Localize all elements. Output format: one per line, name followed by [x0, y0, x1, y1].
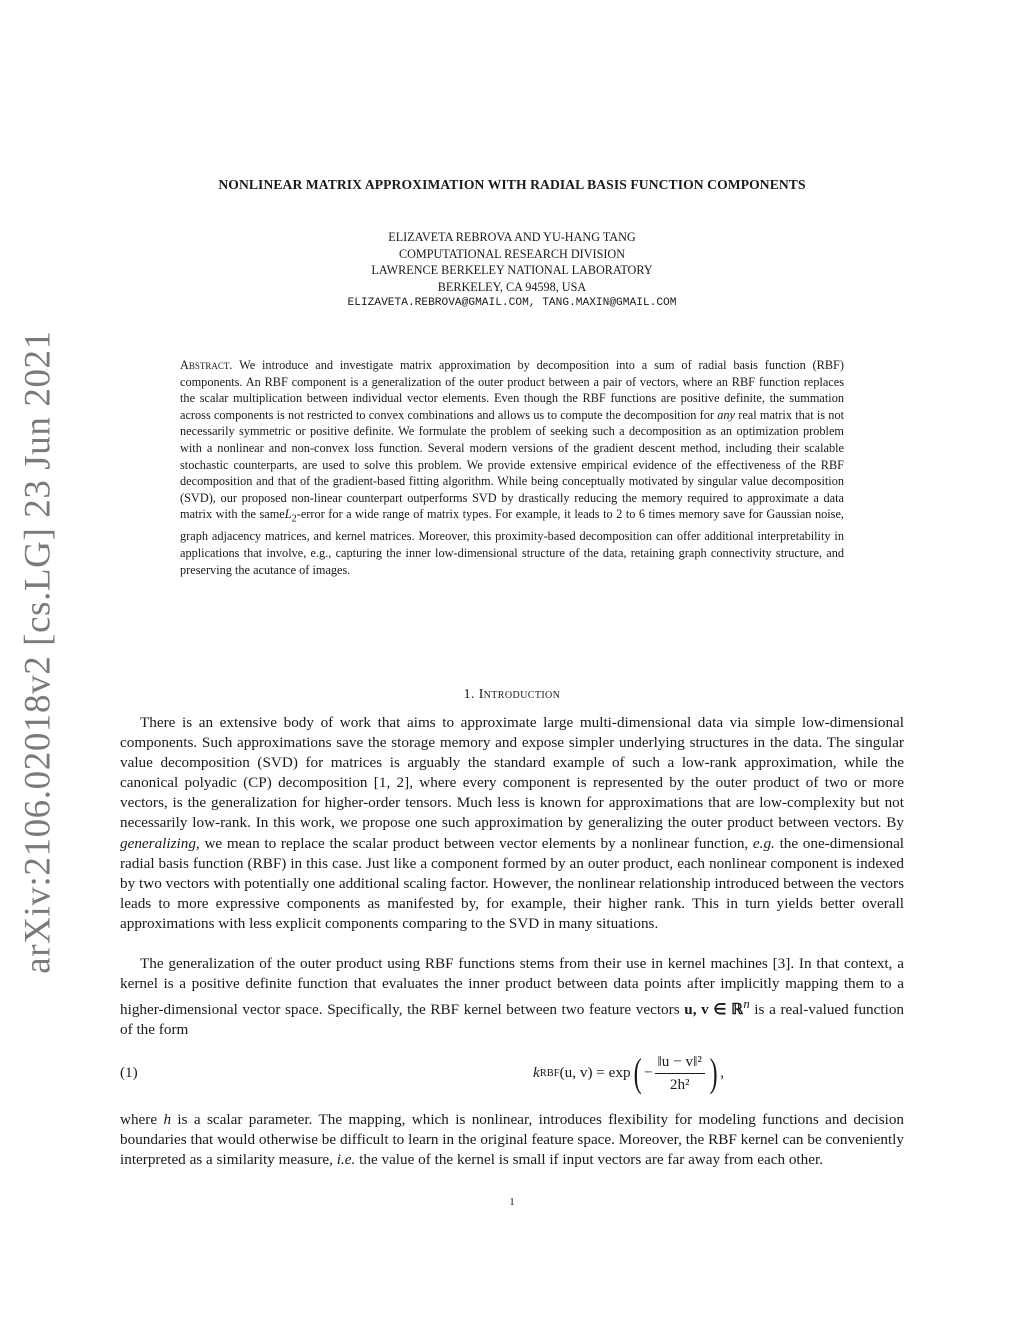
author-division: COMPUTATIONAL RESEARCH DIVISION	[398, 246, 626, 261]
author-names: ELIZAVETA REBROVA AND YU-HANG TANG	[388, 230, 636, 244]
section-heading-introduction	[120, 686, 904, 702]
eq-minus: −	[643, 1064, 653, 1081]
equation-number: (1)	[120, 1064, 138, 1081]
abstract-l2-letter: L	[284, 507, 292, 522]
eq-kernel-sub: RBF	[539, 1067, 560, 1079]
p3-text-a: where	[120, 1111, 158, 1128]
p2-text-b: is a real-valued function of the form	[120, 1001, 905, 1039]
intro-paragraph-1	[120, 713, 904, 934]
eq-lhs-args: (u, v) = exp	[559, 1064, 631, 1081]
p3-text-c: the value of the kernel is small if input vectors are far away from each other.	[359, 1151, 824, 1169]
equation-body	[533, 1048, 724, 1098]
eq-numerator: ‖u − v‖²	[655, 1053, 705, 1074]
p2-text-a: The generalization of the outer product using RBF functions stems from their use in kernel machines [3]. In that context, a kernel is a positive definite function that evaluates the inner product between data points after implicitly mapping them to a higher-dimensional vector space. Specifically, the RBF kernel between two feature vectors	[120, 955, 904, 1019]
p3-emphasis-ie: i.e.	[336, 1151, 356, 1169]
author-lab: LAWRENCE BERKELEY NATIONAL LABORATORY	[371, 263, 653, 277]
author-address: BERKELEY, CA 94598, USA	[437, 279, 587, 294]
arxiv-identifier: arXiv:2106.02018v2 [cs.LG] 23 Jun 2021	[17, 330, 59, 974]
section-number: 1.	[463, 686, 475, 701]
abstract-text-b: real matrix that is not necessarily symmetric or positive definite. We formulate the problem of seeking such a decomposition as an optimization problem with a nonlinear and non-convex loss function. Several modern versions of the gradient descent method, including their scalable stochastic counterparts, are used to solve this problem. We provide extensive empirical evidence of the effectiveness of the RBF decomposition and that of the gradient-based fitting algorithm. While being conceptually motivated by singular value decomposition (SVD), our proposed non-linear counterpart outperforms SVD by drastically reducing the memory required to approximate a data matrix with the same	[180, 407, 845, 522]
p1-text-c: the one-dimensional radial basis function (RBF) in this case. Just like a component formed by an outer product, each nonlinear component is indexed by two vectors with potentially one additional scaling factor. However, the nonlinear relationship introduced between the vectors leads to more expressive components as manifested by, for example, their higher rank. This in turn yields better overall approximations with less explicit components comparing to the SVD in many situations.	[120, 834, 905, 932]
equation-1	[120, 1048, 904, 1098]
intro-paragraph-2	[120, 954, 904, 1040]
page-number: 1	[509, 1196, 515, 1208]
p1-emphasis-generalizing: generalizing,	[120, 834, 200, 852]
p1-text-a: There is an extensive body of work that aims to approximate large multi-dimensional data via simple low-dimensional components. Such approximations save the storage memory and expose simpler underlying structures in the data. The singular value decomposition (SVD) for matrices is arguably the standard example of such a low-rank approximation, while the canonical polyadic (CP) decomposition [1, 2], where every component is represented by the outer product of two or more vectors, is the generalization for higher-order tensors. Much less is known for approximations that are low-complexity but not necessarily low-rank. In this work, we propose one such approximation by generalizing the outer product between vectors. By	[120, 714, 904, 832]
p3-h: h	[163, 1111, 172, 1128]
eq-denominator: 2h²	[669, 1075, 690, 1093]
author-emails: ELIZAVETA.REBROVA@GMAIL.COM, TANG.MAXIN@GMAIL.COM	[347, 297, 677, 309]
intro-paragraph-3	[120, 1110, 904, 1170]
eq-trailing: ,	[720, 1064, 725, 1081]
eq-left-paren: (	[633, 1050, 642, 1095]
p2-inline-math-sup: n	[743, 997, 750, 1012]
p2-inline-math: u, v ∈ ℝ	[684, 1001, 744, 1019]
abstract-text-c: -error for a wide range of matrix types. For example, it leads to 2 to 6 times memory save for Gaussian noise, graph adjacency matrices, and kernel matrices. Moreover, this proximity-based decomposition can offer additional interpretability in applications that involve, e.g., capturing the inner low-dimensional structure of the data, retaining graph connectivity structure, and preserving the acutance of images.	[180, 507, 844, 577]
abstract	[180, 357, 844, 578]
abstract-l2-sub: 2	[291, 513, 297, 525]
eq-kernel-symbol: k	[533, 1064, 540, 1081]
paper-title: NONLINEAR MATRIX APPROXIMATION WITH RADIAL BASIS FUNCTION COMPONENTS	[218, 177, 806, 192]
section-title: Introduction	[478, 686, 561, 701]
author-block	[120, 229, 904, 312]
eq-right-paren: )	[709, 1050, 718, 1095]
abstract-emphasis: any	[717, 407, 735, 422]
p1-emphasis-eg: e.g.	[752, 834, 775, 852]
abstract-label: Abstract.	[180, 358, 233, 372]
abstract-text-a: We introduce and investigate matrix approximation by decomposition into a sum of radial basis function (RBF) components. An RBF component is a generalization of the outer product between a pair of vectors, where an RBF function replaces the scalar multiplication between individual vector elements. Even though the RBF functions are positive definite, the summation across components is not restricted to convex combinations and allows us to compute the decomposition for	[180, 358, 844, 422]
eq-fraction	[655, 1053, 705, 1094]
p3-text-b: is a scalar parameter. The mapping, which is nonlinear, introduces flexibility for modeling functions and decision boundaries that would otherwise be difficult to learn in the original feature space. Moreover, the RBF kernel can be conveniently interpreted as a similarity measure,	[120, 1111, 905, 1169]
p1-text-b: we mean to replace the scalar product between vector elements by a nonlinear function,	[204, 834, 749, 852]
